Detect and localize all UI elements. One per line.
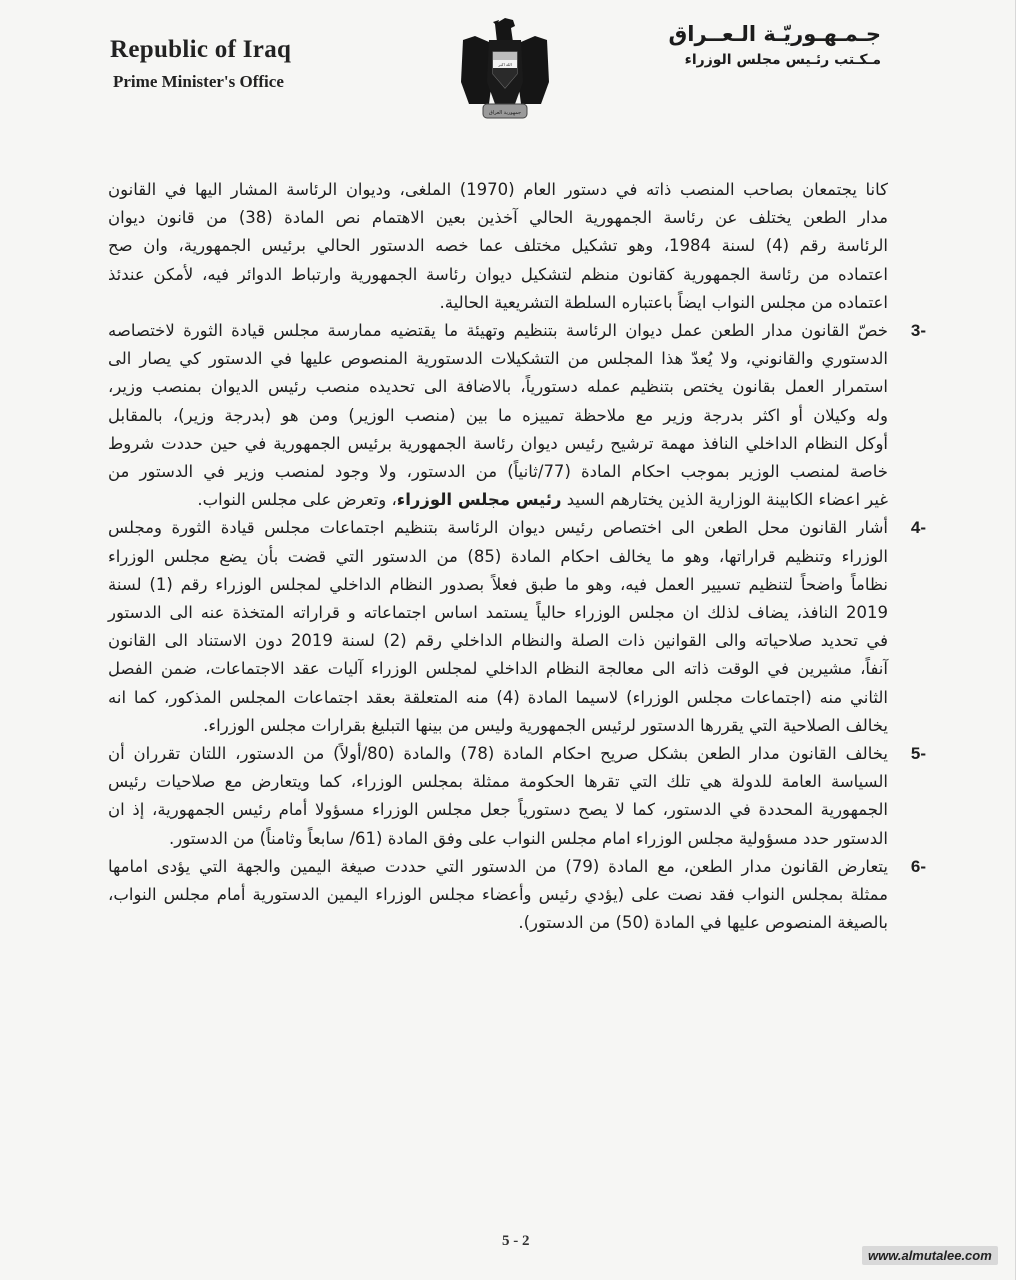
text-line: خاصة لمنصب الوزير بموجب احكام المادة (77/ثانياً) من الدستور، ولا وجود لمنصب وزير في الدستور من [108,462,888,482]
numbered-item-5 [108,740,926,853]
text-line: الدستوري والقانوني، ولا يُعدّ هذا المجلس من التشكيلات الدستورية المنصوص عليها في الدستور كي يصار الى [108,349,888,369]
arabic-title: جـمـهـوريّـة الـعــراق [668,22,881,46]
arabic-subtitle: مـكـتب رئـيس مجلس الوزراء [684,52,881,68]
page-edge [1015,0,1026,1280]
item-number: 5- [910,744,926,764]
website-watermark: www.almutalee.com [862,1246,998,1265]
arabic-letterhead [669,22,881,68]
text-line: الرئاسة رقم (4) لسنة 1984، وهو تشكيل مختلف عما خصه الدستور الحالي برئيس الجمهورية، وان صح [108,236,888,256]
text-line: الوزراء وتنظيم قراراتها، وهو ما يخالف احكام المادة (85) من الدستور التي قضت بأن يضع مجلس الوزراء [108,546,888,566]
english-subtitle: Prime Minister's Office [113,72,284,91]
text-line: الدستور حدد مسؤولية مجلس الوزراء امام مجلس النواب على وفق المادة (61/ سابعاً وثامناً) من الدستور. [168,828,888,848]
text-line: اعتماده من رئاسة الجمهورية كقانون منظم لتشكيل ديوان رئاسة الجمهورية وارتباط الدوائر فيه، لأمكن عندئذ [108,264,888,284]
text-line: الثاني منه (اجتماعات مجلس الوزراء) لاسيما المادة (4) منه المتعلقة بعقد اجتماعات المجلس المذكور، كما انه [108,687,888,707]
text-line: خصّ القانون مدار الطعن عمل ديوان الرئاسة بتنظيم وتهيئة ما يقتضيه ممارسة مجلس قيادة الثورة لاختصاصه [108,321,888,341]
svg-text:الله اكبر: الله اكبر [498,62,512,67]
page-number: 5 - 2 [502,1233,530,1249]
numbered-item-4 [108,514,926,740]
english-title: Republic of Iraq [110,36,292,63]
text-line: الجمهورية المحددة في الدستور، كما لا يصح دستورياً جعل مجلس الوزراء مسؤولا أمام رئيس الجمهورية، إذ ان [108,800,888,820]
text-line: أوكل النظام الداخلي النافذ مهمة ترشيح رئيس ديوان رئاسة الجمهورية برئيس الجمهورية في حين حددت شروط [108,433,888,453]
text-line: السياسة العامة للدولة هي تلك التي تقرها الحكومة ممثلة بمجلس الوزراء، كما ويتعارض مع صلاحيات رئيس [108,772,888,792]
text-line: اعتماده من مجلس النواب ايضاً باعتباره السلطة التشريعية الحالية. [439,292,888,312]
svg-text:جمهورية العراق: جمهورية العراق [488,110,522,116]
iraq-eagle-emblem-icon [455,12,555,122]
text-line: في تحديد صلاحياته والى القوانين ذات الصلة والنظام الداخلي رقم (2) لسنة 2019 دون الاستناد الى القانون [108,631,888,651]
text-line: يخالف القانون مدار الطعن بشكل صريح احكام المادة (78) والمادة (80/أولاً) من الدستور، اللتان تقرران أن [108,744,888,764]
english-letterhead [110,36,291,92]
item-number: 4- [910,518,926,538]
item-number: 6- [910,856,926,876]
text-line: كانا يجتمعان بصاحب المنصب ذاته في دستور العام (1970) الملغى، وديوان الرئاسة المشار اليها في القانون [108,180,889,199]
document-body [108,176,926,937]
text-line: 2019 النافذ، يضاف لذلك ان مجلس الوزراء حالياً يستمد اساس اجتماعاته و قراراته المتخذة عنه الى الدستور [108,603,888,623]
numbered-item-3 [108,317,926,514]
text-line: مدار الطعن يختلف عن رئاسة الجمهورية الحالي آخذين بعين الاهتمام نص المادة (38) من قانون ديوان [108,208,888,228]
item-number: 3- [910,321,926,341]
text-line: آنفاً، مشيرين في الوقت ذاته الى معالجة النظام الداخلي لمجلس الوزراء آليات عقد الاجتماعات، ضمن الفصل [108,659,888,679]
continuation-paragraph [108,176,908,317]
text-line-with-bold: غير اعضاء الكابينة الوزارية الذين يختارهم السيد رئيس مجلس الوزراء، وتعرض على مجلس النواب. [197,490,888,510]
text-line: يتعارض القانون مدار الطعن، مع المادة (79) من الدستور التي حددت صيغة اليمين والجهة التي يؤدى امامها [108,856,888,876]
text-line: وله وكيلان أو اكثر بدرجة وزير مع ملاحظة تمييزه ما بين (منصب الوزير) ومن هو (بدرجة وزير)، بالمقابل [108,405,888,425]
text-line: استمرار العمل بقانون يختص بتنظيم عمله دستورياً، بالاضافة الى تحديده منصب رئيس الديوان بمنصب وزير، [108,377,888,397]
numbered-item-6 [108,853,926,938]
bold-phrase: رئيس مجلس الوزراء [396,490,562,510]
text-line: أشار القانون محل الطعن الى اختصاص رئيس ديوان الرئاسة بتنظيم اجتماعات مجلس قيادة الثورة ومجلس [108,518,888,538]
text-line: نظاماً واضحاً لتنظيم تسيير العمل فيه، وهو ما طبق فعلاً بصدور النظام الداخلي لمجلس الوزراء رقم (1) لسنة [108,574,888,594]
text-line: بالصيغة المنصوص عليها في المادة (50) من الدستور). [518,913,888,933]
text-line: ممثلة بمجلس النواب فقد نصت على (يؤدي رئيس وأعضاء مجلس الوزراء اليمين الدستورية أمام مجلس النواب، [108,885,888,905]
text-line: يخالف الصلاحية التي يقررها الدستور لرئيس الجمهورية وليس من بينها التبليغ بقرارات مجلس الوزراء. [203,715,888,735]
